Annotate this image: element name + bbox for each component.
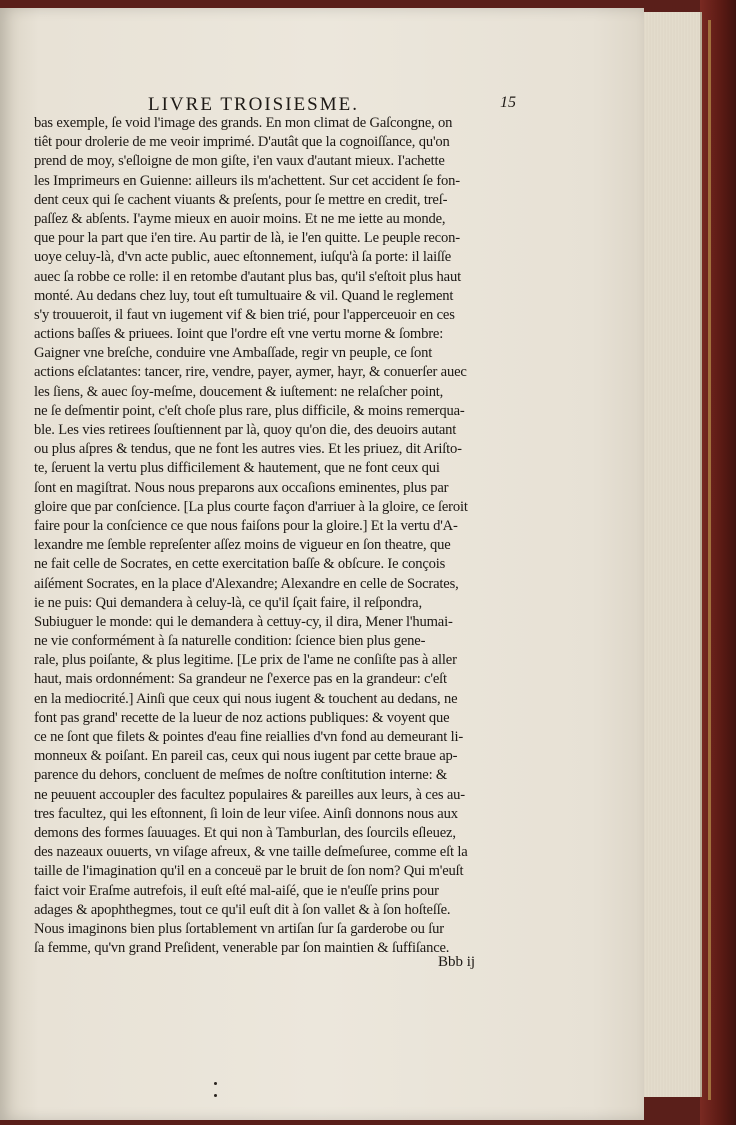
text-line: faict voir Eraſme autrefois, il euſt eſté mal-aiſé, que ie n'euſſe prins pour [34,882,439,899]
text-line: Nous imaginons bien plus ſortablement vn artiſan ſur ſa garderobe ou ſur [34,920,444,937]
text-line: monneux & poiſant. En pareil cas, ceux qui nous iugent par cette braue ap- [34,748,458,765]
text-line: Subiuguer le monde: qui le demandera à cettuy-cy, il dira, Mener l'humai- [34,613,453,630]
text-line: ce ne ſont que filets & pointes d'eau fine reiallies d'vn fond au demeurant li- [34,729,464,745]
text-line: les Imprimeurs en Guienne: ailleurs ils m'achettent. Sur cet accident ſe fon- [34,172,460,189]
text-line: ne ſe deſmentir point, c'eſt choſe plus rare, plus difficile, & moins remerqua- [34,402,465,419]
text-line: Gaigner vne breſche, conduire vne Ambaſſade, regir vn peuple, ce ſont [34,345,433,362]
signature-mark: Bbb ij [438,954,476,970]
text-line: adages & apophthegmes, tout ce qu'il euſt dit à ſon vallet & à ſon hoſteſſe. [34,901,451,918]
ink-speck [214,1094,217,1097]
text-line: tiêt pour drolerie de me veoir imprimé. D'autât que la cognoiſſance, qu'on [34,134,450,151]
running-title: LIVRE TROISIESME. [148,94,359,115]
text-line: ble. Les vies retirees ſouſtiennent par là, quoy qu'on die, des deuoirs autant [34,422,457,438]
text-line: ſa femme, qu'vn grand Preſident, venerable par ſon maintien & ſuffiſance. [34,940,450,957]
text-line: taille de l'imagination qu'il en a conceuë par le bruit de ſon nom? Qui m'euſt [34,863,464,880]
text-line: monté. Au dedans chez luy, tout eſt tumultuaire & vil. Quand le reglement [34,287,454,304]
text-line: uoye celuy-là, d'vn acte public, auec eſtonnement, iuſqu'à ſa porte: il laiſſe [34,249,452,266]
book-page [0,8,644,1120]
book-cover-edge [700,0,736,1125]
text-line: des nazeaux ouuerts, vn viſage afreux, & vne taille deſmeſuree, comme eſt la [34,844,468,861]
text-line: bas exemple, ſe void l'image des grands. En mon climat de Gaſcongne, on [34,115,453,131]
text-line: actions eſclatantes: tancer, rire, vendre, payer, aymer, hayr, & conuerſer auec [34,364,467,381]
text-line: rale, plus poiſante, & plus legitime. [Le prix de l'ame ne conſiſte pas à aller [34,652,457,669]
page-number: 15 [500,94,516,111]
text-line: aiſément Socrates, en la place d'Alexandre; Alexandre en celle de Socrates, [34,575,459,592]
text-line: te, ſeruent la vertu plus difficilement & hautement, que ne font ceux qui [34,460,440,477]
text-line: ie ne puis: Qui demandera à celuy-là, ce qu'il ſçait faire, il reſpondra, [34,594,422,611]
text-line: gloire que par conſcience. [La plus courte façon d'arriuer à la gloire, ce ſeroit [34,498,468,515]
text-line: demons des formes ſauuages. Et qui non à Tamburlan, des ſourcils eſleuez, [34,824,456,841]
text-line: s'y trouueroit, il faut vn iugement vif & bien trié, pour l'apperceuoir en ces [34,306,455,323]
text-line: ſont en magiſtrat. Nous nous preparons aux occaſions eminentes, plus par [34,479,449,496]
text-line: faire pour la conſcience ce que nous faiſons pour la gloire.] Et la vertu d'A- [34,517,458,534]
text-line: lexandre me ſemble repreſenter aſſez moins de vigueur en ſon theatre, que [34,537,451,554]
text-line: ne vie conformément à ſa naturelle condition: ſcience bien plus gene- [34,633,426,650]
text-line: auec ſa robbe ce rolle: il en retombe d'autant plus bas, qu'il s'eſtoit plus haut [34,268,461,285]
body-text [34,114,530,958]
text-line: ne peuuent accoupler des facultez populaires & pareilles aux leurs, à ces au- [34,786,465,803]
page-header [0,88,644,116]
ink-speck [214,1082,217,1085]
text-line: tres facultez, qui les eſtonnent, ſi loin de leur viſee. Ainſi donnons nous aux [34,805,458,822]
text-line: que pour la part que i'en tire. Au partir de là, ie l'en quitte. Le peuple recon- [34,230,460,247]
text-line: paſſez & abſents. I'ayme mieux en auoir moins. Et ne me iette au monde, [34,210,446,227]
text-line: prend de moy, s'eſloigne de mon giſte, i'en vaux d'autant mieux. I'achette [34,153,445,170]
text-line: font pas grand' recette de la lueur de noz actions publiques: & voyent que [34,709,450,726]
text-line: actions baſſes & priuees. Ioint que l'ordre eſt vne vertu morne & ſombre: [34,326,444,343]
text-line: ou plus aſpres & tendus, que ne font les autres vies. Et les priuez, dit Ariſto- [34,441,462,458]
text-line: haut, mais ordonnément: Sa grandeur ne ſ'exerce pas en la grandeur: c'eſt [34,671,447,688]
text-line: en la mediocrité.] Ainſi que ceux qui nous iugent & touchent au dedans, ne [34,690,458,707]
text-line: ne fait celle de Socrates, en cette exercitation baſſe & obſcure. Ie conçois [34,556,446,573]
text-line: parence du dehors, concluent de meſmes de noſtre conſtitution interne: & [34,767,448,784]
text-line: dent ceux qui ſe cachent viuants & preſents, pour ſe mettre en credit, treſ- [34,191,448,208]
cover-gilt-line [708,20,711,1100]
text-line: les ſiens, & auec ſoy-meſme, doucement & iuſtement: ne relaſcher point, [34,383,444,400]
